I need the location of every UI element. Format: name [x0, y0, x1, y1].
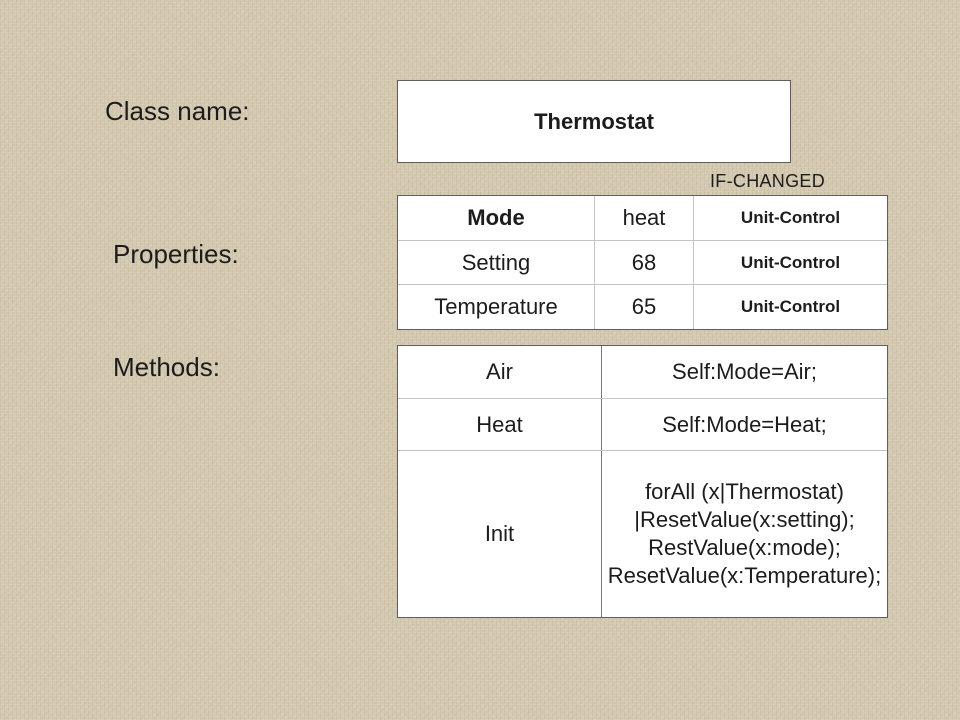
- properties-label: Properties:: [113, 239, 239, 269]
- class-name-label: Class name:: [105, 96, 250, 126]
- method-row: [398, 346, 887, 399]
- property-control: Unit-Control: [740, 207, 841, 227]
- method-body-line: Self:Mode=Air;: [672, 359, 817, 384]
- properties-table: [397, 195, 888, 330]
- property-value: 65: [595, 285, 694, 329]
- method-body: [602, 346, 887, 398]
- property-control: Unit-Control: [740, 252, 841, 272]
- property-name: Temperature: [398, 285, 595, 329]
- method-body: [602, 451, 887, 617]
- property-value: heat: [595, 196, 694, 240]
- property-row: [398, 285, 887, 329]
- method-name: Air: [398, 346, 602, 398]
- method-body-line: |ResetValue(x:setting);: [634, 507, 855, 532]
- method-row: [398, 451, 887, 617]
- property-value: 68: [595, 241, 694, 285]
- methods-label: Methods:: [113, 352, 220, 382]
- method-body: [602, 399, 887, 450]
- property-name: Mode: [398, 196, 595, 240]
- class-name-box: [397, 80, 791, 163]
- method-name: Heat: [398, 399, 602, 450]
- method-name: Init: [398, 451, 602, 617]
- method-body-line: forAll (x|Thermostat): [645, 479, 844, 504]
- method-body-line: RestValue(x:mode);: [648, 535, 841, 560]
- if-changed-annotation: IF-CHANGED: [710, 171, 825, 191]
- method-body-line: ResetValue(x:Temperature);: [607, 563, 882, 588]
- method-body-line: Self:Mode=Heat;: [662, 411, 827, 437]
- property-row: [398, 241, 887, 286]
- class-name-text: Thermostat: [534, 108, 654, 134]
- method-row: [398, 399, 887, 451]
- property-name: Setting: [398, 241, 595, 285]
- property-row: [398, 196, 887, 241]
- property-control: Unit-Control: [740, 297, 841, 317]
- methods-table: [397, 345, 888, 618]
